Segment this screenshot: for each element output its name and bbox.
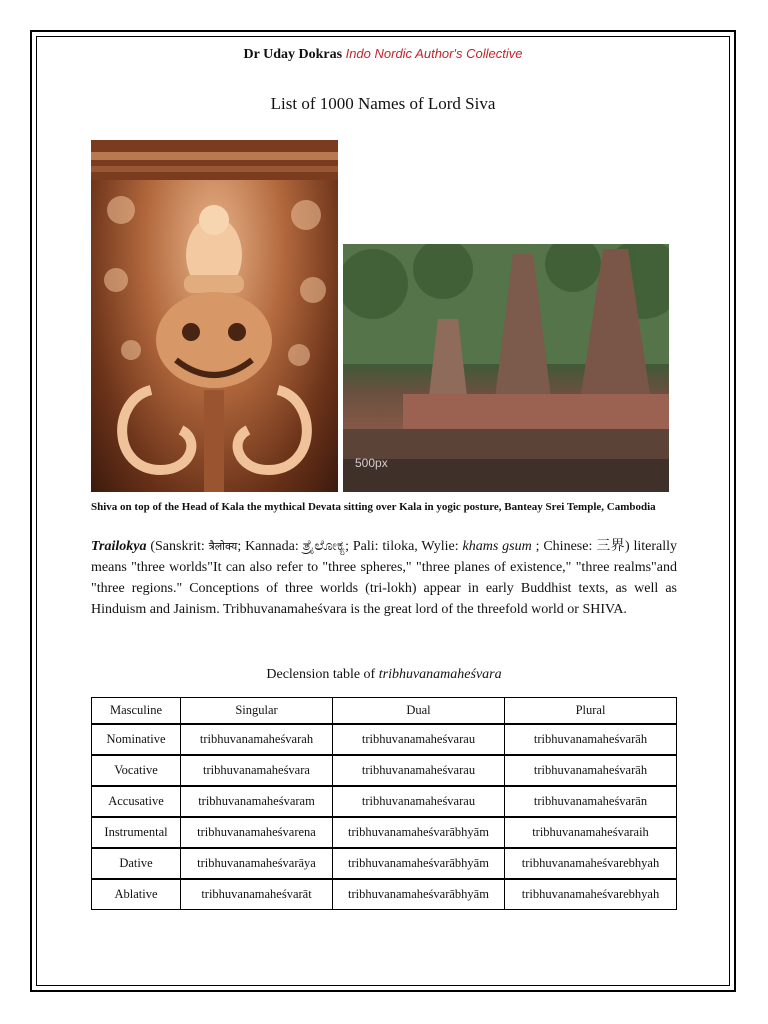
table-cell: tribhuvanamaheśvarābhyām <box>333 879 505 910</box>
table-row <box>91 724 677 755</box>
para-kannada: ತ್ರೈಲೋಕ್ಯ <box>302 538 346 554</box>
table-cell: tribhuvanamaheśvarābhyām <box>333 817 505 848</box>
table-cell: tribhuvanamaheśvarena <box>181 817 333 848</box>
table-cell: tribhuvanamaheśvarebhyah <box>505 848 677 879</box>
table-cell: tribhuvanamaheśvarāh <box>505 755 677 786</box>
temple-image <box>343 244 669 492</box>
para-rest: ) literally means "three worlds"It can also refer to "three spheres," "three planes of existence," "three realms"and "three regions." Conceptions of three worlds (tri-lokh) appear in early Buddhist texts, as well as Hinduism and Jainism. Tribhuvanamaheśvara is the great lord of the threefold world or SHIVA. <box>91 539 678 617</box>
table-cell: tribhuvanamaheśvarau <box>333 786 505 817</box>
para-sanskrit: त्रैलोक्य <box>208 540 238 553</box>
table-header-cell: Masculine <box>91 697 181 724</box>
body-paragraph <box>91 536 677 620</box>
table-cell: tribhuvanamaheśvarāh <box>505 724 677 755</box>
table-row <box>91 817 677 848</box>
table-cell: Dative <box>91 848 181 879</box>
para-chinese: 三界 <box>596 538 625 554</box>
table-cell: Ablative <box>91 879 181 910</box>
table-row <box>91 786 677 817</box>
temple-image-art <box>343 244 669 492</box>
para-wylie: khams gsum <box>462 539 532 554</box>
table-header-cell: Singular <box>181 697 333 724</box>
table-caption <box>91 667 677 683</box>
table-cell: tribhuvanamaheśvarau <box>333 724 505 755</box>
table-cell: tribhuvanamaheśvarābhyām <box>333 848 505 879</box>
table-cell: tribhuvanamaheśvarau <box>333 755 505 786</box>
table-cell: tribhuvanamaheśvaraih <box>505 817 677 848</box>
para-open: (Sanskrit: <box>146 539 209 554</box>
table-cell: Instrumental <box>91 817 181 848</box>
image-caption: Shiva on top of the Head of Kala the mythical Devata sitting over Kala in yogic posture, Banteay Srei Temple, Cambodia <box>91 501 656 513</box>
table-row <box>91 755 677 786</box>
declension-table <box>91 697 677 910</box>
page-title: List of 1000 Names of Lord Siva <box>270 94 496 113</box>
table-row <box>91 879 677 910</box>
table-header-cell: Plural <box>505 697 677 724</box>
term-trailokya: Trailokya <box>91 539 147 554</box>
author-collective: Indo Nordic Author's Collective <box>345 46 523 61</box>
table-cell: Accusative <box>91 786 181 817</box>
table-header-cell: Dual <box>333 697 505 724</box>
para-pali-label: ; Pali: tiloka, Wylie: <box>345 539 463 554</box>
page-header <box>36 46 730 63</box>
table-cell: tribhuvanamaheśvaram <box>181 786 333 817</box>
author-name: Dr Uday Dokras <box>243 47 343 62</box>
table-row <box>91 848 677 879</box>
table-cell: Vocative <box>91 755 181 786</box>
image-watermark: 500px <box>355 456 388 470</box>
table-cell: Nominative <box>91 724 181 755</box>
table-caption-prefix: Declension table of <box>266 667 379 682</box>
table-cell: tribhuvanamaheśvarān <box>505 786 677 817</box>
para-kannada-label: ; Kannada: <box>237 539 303 554</box>
table-cell: tribhuvanamaheśvarāya <box>181 848 333 879</box>
carving-image-art <box>91 140 338 492</box>
table-cell: tribhuvanamaheśvarāt <box>181 879 333 910</box>
para-chinese-label: ; Chinese: <box>531 539 597 554</box>
table-cell: tribhuvanamaheśvarebhyah <box>505 879 677 910</box>
carving-image <box>91 140 338 492</box>
table-caption-word: tribhuvanamaheśvara <box>378 667 502 682</box>
table-cell: tribhuvanamaheśvarah <box>181 724 333 755</box>
table-cell: tribhuvanamaheśvara <box>181 755 333 786</box>
